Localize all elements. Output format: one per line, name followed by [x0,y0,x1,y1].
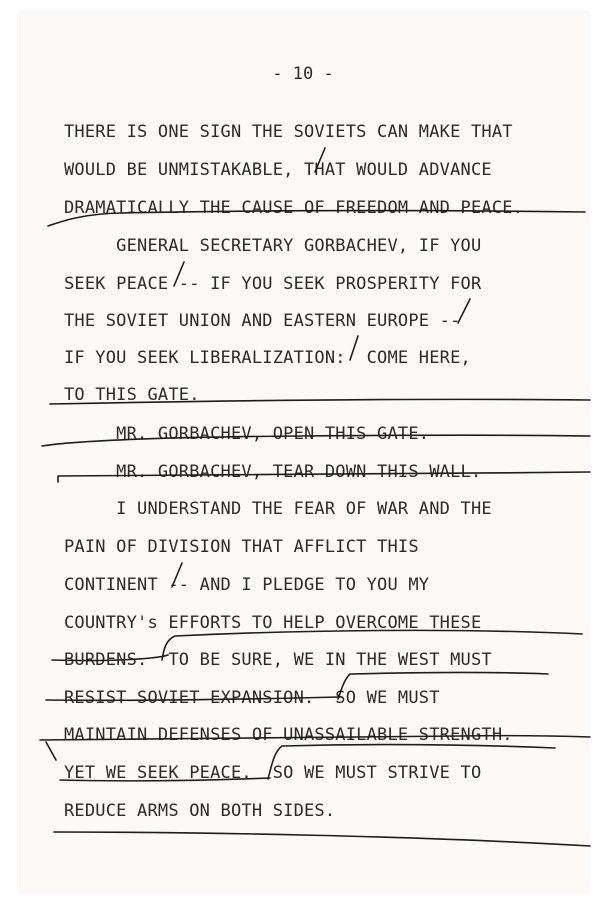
text-line-16: RESIST SOVIET EXPANSION. SO WE MUST [64,688,440,708]
text-line-3: DRAMATICALLY THE CAUSE OF FREEDOM AND PEACE. [64,198,524,218]
text-line-5: SEEK PEACE -- IF YOU SEEK PROSPERITY FOR [64,274,482,294]
text-line-18: YET WE SEEK PEACE. SO WE MUST STRIVE TO [64,763,482,783]
text-line-17: MAINTAIN DEFENSES OF UNASSAILABLE STRENGTH. [64,725,513,745]
text-line-12: PAIN OF DIVISION THAT AFFLICT THIS [64,537,419,557]
text-line-2: WOULD BE UNMISTAKABLE, THAT WOULD ADVANCE [64,160,492,180]
text-line-13: CONTINENT -- AND I PLEDGE TO YOU MY [64,575,430,595]
text-line-19: REDUCE ARMS ON BOTH SIDES. [64,801,336,821]
text-line-15: BURDENS. TO BE SURE, WE IN THE WEST MUST [64,650,492,670]
page-number: - 10 - [272,64,334,84]
text-line-8: TO THIS GATE. [64,385,200,405]
text-line-4: GENERAL SECRETARY GORBACHEV, IF YOU [64,236,482,256]
text-line-11: I UNDERSTAND THE FEAR OF WAR AND THE [64,499,492,519]
text-line-7: IF YOU SEEK LIBERALIZATION: COME HERE, [64,348,471,368]
text-line-1: THERE IS ONE SIGN THE SOVIETS CAN MAKE THAT [64,122,513,142]
text-line-9: MR. GORBACHEV, OPEN THIS GATE. [64,424,430,444]
text-line-10: MR. GORBACHEV, TEAR DOWN THIS WALL. [64,462,482,482]
text-line-6: THE SOVIET UNION AND EASTERN EUROPE -- [64,311,461,331]
typed-speech-page [18,12,588,892]
text-line-14: COUNTRY's EFFORTS TO HELP OVERCOME THESE [64,613,482,633]
